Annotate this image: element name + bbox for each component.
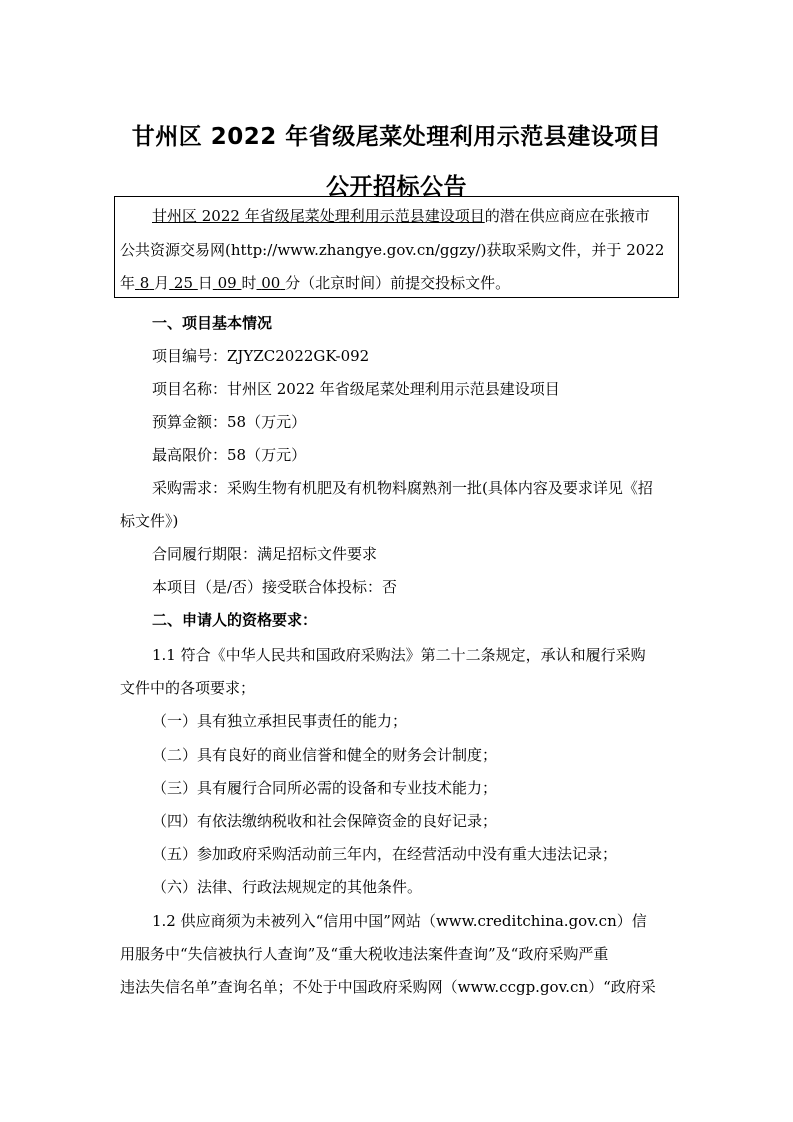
condition-item: （六）法律、行政法规规定的其他条件。	[152, 878, 423, 896]
qualification-1-2-line3: 违法失信名单”查询名单；不处于中国政府采购网（www.ccgp.gov.cn）“政府采	[120, 978, 656, 996]
condition-item: （五）参加政府采购活动前三年内，在经营活动中没有重大违法记录；	[152, 845, 618, 863]
day-unit: 日	[197, 274, 213, 292]
qualification-1-1-line2: 文件中的各项要求；	[120, 679, 256, 697]
deadline-minute: 00	[261, 274, 281, 292]
section1-heading: 一、项目基本情况	[152, 314, 273, 332]
condition-item: （二）具有良好的商业信誉和健全的财务会计制度；	[152, 746, 498, 764]
budget-amount: 预算金额：58（万元）	[152, 413, 307, 431]
notice-line-2: 公共资源交易网(http://www.zhangye.gov.cn/ggzy/)获取采购文件，并于 2022	[120, 241, 665, 259]
project-name: 项目名称：甘州区 2022 年省级尾菜处理利用示范县建设项目	[152, 380, 560, 398]
condition-item: （四）有依法缴纳税收和社会保障资金的良好记录；	[152, 812, 498, 830]
qualification-1-2-line1: 1.2 供应商须为未被列入“信用中国”网站（www.creditchina.gov.cn）信	[152, 912, 647, 930]
contract-period: 合同履行期限：满足招标文件要求	[152, 545, 378, 563]
procurement-demand: 采购需求：采购生物有机肥及有机物料腐熟剂一批(具体内容及要求详见《招	[152, 479, 653, 497]
procurement-demand-cont: 标文件》)	[120, 512, 179, 530]
notice-line-1-rest: 的潜在供应商应在张掖市	[484, 207, 650, 225]
year-suffix: 年	[120, 274, 136, 292]
notice-line-3	[120, 273, 510, 293]
condition-item: （三）具有履行合同所必需的设备和专业技术能力；	[152, 779, 498, 797]
project-number: 项目编号：ZJYZC2022GK-092	[152, 347, 370, 365]
deadline-month: 8	[139, 274, 150, 292]
hour-unit: 时	[241, 274, 257, 292]
deadline-hour: 09	[217, 274, 237, 292]
month-unit: 月	[154, 274, 170, 292]
qualification-1-2-line2: 用服务中“失信被执行人查询”及“重大税收违法案件查询”及“政府采购严重	[120, 945, 609, 963]
deadline-day: 25	[173, 274, 194, 292]
section2-heading: 二、申请人的资格要求：	[152, 611, 318, 629]
project-name-underlined: 甘州区 2022 年省级尾菜处理利用示范县建设项目	[152, 207, 485, 225]
document-title-line1: 甘州区 2022 年省级尾菜处理利用示范县建设项目	[131, 124, 662, 150]
qualification-1-1-line1: 1.1 符合《中华人民共和国政府采购法》第二十二条规定，承认和履行采购	[152, 646, 646, 664]
notice-line-1	[152, 206, 650, 226]
document-title-line2: 公开招标公告	[326, 174, 467, 200]
consortium-bid: 本项目（是/否）接受联合体投标：否	[152, 578, 398, 596]
notice-line-3-rest: 分（北京时间）前提交投标文件。	[285, 274, 511, 292]
condition-item: （一）具有独立承担民事责任的能力；	[152, 712, 408, 730]
max-price: 最高限价：58（万元）	[152, 446, 307, 464]
